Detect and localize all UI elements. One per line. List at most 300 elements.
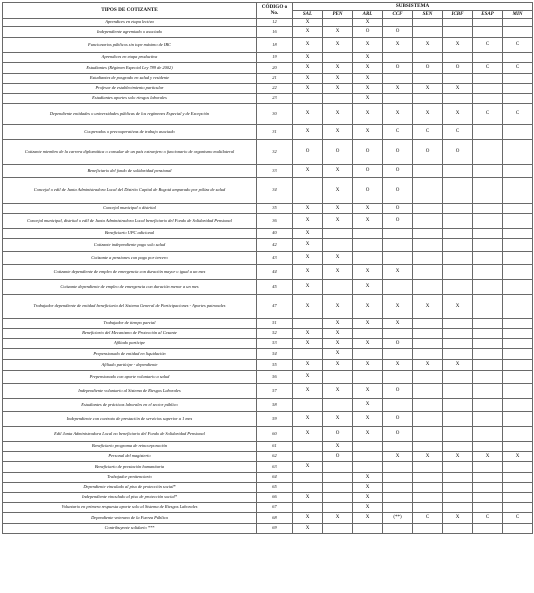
cotizante-type: Edil Junta Administradora Local no beneficiario del Fondo de Solidaridad Pensional	[3, 427, 257, 442]
mark-ccf	[383, 280, 413, 295]
mark-arl: X	[353, 214, 383, 229]
cotizante-type: Afiliado partícipe - dependiente	[3, 360, 257, 371]
mark-arl	[353, 371, 383, 384]
table-row	[3, 524, 533, 534]
cotizante-code: 66	[257, 493, 293, 503]
mark-pen: X	[323, 38, 353, 53]
mark-ccf	[383, 53, 413, 63]
mark-ccf	[383, 229, 413, 239]
mark-arl: X	[353, 38, 383, 53]
mark-pen: X	[323, 84, 353, 94]
mark-min	[503, 412, 533, 427]
mark-ccf: (**)	[383, 513, 413, 524]
mark-esap	[473, 295, 503, 319]
mark-sal: X	[293, 204, 323, 214]
mark-icbf: X	[443, 452, 473, 462]
cotizante-code: 43	[257, 252, 293, 265]
cotizante-code: 69	[257, 524, 293, 534]
mark-arl: X	[353, 360, 383, 371]
cotizante-code: 61	[257, 442, 293, 452]
mark-min	[503, 384, 533, 399]
mark-ccf: X	[383, 360, 413, 371]
table-row	[3, 204, 533, 214]
mark-esap	[473, 178, 503, 204]
mark-ccf	[383, 462, 413, 473]
mark-pen: X	[323, 63, 353, 74]
header-tipos: TIPOS DE COTIZANTE	[3, 3, 257, 19]
table-row	[3, 462, 533, 473]
mark-esap	[473, 214, 503, 229]
mark-ccf: X	[383, 452, 413, 462]
cotizante-code: 34	[257, 178, 293, 204]
mark-esap	[473, 204, 503, 214]
mark-arl	[353, 349, 383, 360]
mark-sal: X	[293, 165, 323, 178]
table-row	[3, 412, 533, 427]
mark-esap	[473, 329, 503, 339]
mark-arl: X	[353, 319, 383, 329]
mark-sal: X	[293, 104, 323, 125]
mark-ccf	[383, 483, 413, 493]
mark-arl: X	[353, 74, 383, 84]
mark-min	[503, 462, 533, 473]
mark-icbf	[443, 427, 473, 442]
mark-icbf	[443, 412, 473, 427]
mark-sal: X	[293, 252, 323, 265]
mark-icbf	[443, 280, 473, 295]
mark-esap	[473, 412, 503, 427]
table-row	[3, 252, 533, 265]
cotizante-type: Independiente vinculado al piso de protección social*	[3, 493, 257, 503]
mark-ccf	[383, 19, 413, 27]
mark-icbf: O	[443, 63, 473, 74]
mark-icbf: C	[443, 125, 473, 140]
table-row	[3, 483, 533, 493]
mark-arl: X	[353, 84, 383, 94]
mark-icbf	[443, 442, 473, 452]
mark-ccf: X	[383, 265, 413, 280]
cotizante-code: 40	[257, 229, 293, 239]
mark-icbf	[443, 399, 473, 412]
mark-icbf	[443, 339, 473, 349]
table-row	[3, 513, 533, 524]
mark-pen	[323, 19, 353, 27]
mark-esap	[473, 473, 503, 483]
header-codigo: CÓDIGO o No.	[257, 3, 293, 19]
mark-pen	[323, 53, 353, 63]
cotizante-type: Cotizante miembro de la carrera diplomática o consular de un país extranjero o funcionario de organismo multilateral	[3, 140, 257, 165]
mark-arl: X	[353, 427, 383, 442]
mark-sal	[293, 319, 323, 329]
mark-ccf: O	[383, 140, 413, 165]
cotizante-type: Estudiantes (Régimen Especial Ley 789 de 2002)	[3, 63, 257, 74]
header-sal: SAL	[293, 11, 323, 19]
mark-icbf	[443, 524, 473, 534]
mark-arl: X	[353, 104, 383, 125]
mark-sen: X	[413, 104, 443, 125]
mark-sen	[413, 239, 443, 252]
mark-min	[503, 27, 533, 38]
table-row	[3, 493, 533, 503]
mark-pen: X	[323, 104, 353, 125]
mark-arl: X	[353, 493, 383, 503]
mark-icbf	[443, 371, 473, 384]
table-row	[3, 473, 533, 483]
mark-icbf	[443, 473, 473, 483]
mark-arl: X	[353, 63, 383, 74]
mark-esap	[473, 165, 503, 178]
mark-esap	[473, 84, 503, 94]
mark-ccf: O	[383, 165, 413, 178]
mark-esap	[473, 229, 503, 239]
cotizante-code: 56	[257, 371, 293, 384]
cotizante-type: Afiliado partícipe	[3, 339, 257, 349]
mark-arl: X	[353, 483, 383, 493]
mark-arl: O	[353, 27, 383, 38]
cotizante-code: 51	[257, 319, 293, 329]
mark-esap	[473, 399, 503, 412]
mark-icbf: X	[443, 295, 473, 319]
mark-ccf	[383, 329, 413, 339]
cotizante-type: Dependiente entidades o universidades públicas de los regímenes Especial y de Excepción	[3, 104, 257, 125]
table-row	[3, 38, 533, 53]
mark-sen: X	[413, 360, 443, 371]
cotizante-code: 30	[257, 104, 293, 125]
mark-esap	[473, 349, 503, 360]
table-row	[3, 53, 533, 63]
mark-min	[503, 493, 533, 503]
table-row	[3, 280, 533, 295]
cotizante-code: 58	[257, 399, 293, 412]
header-sen: SEN	[413, 11, 443, 19]
mark-sen	[413, 74, 443, 84]
cotizante-type: Estudiantes de posgrado en salud y residente	[3, 74, 257, 84]
mark-arl: O	[353, 178, 383, 204]
table-row	[3, 329, 533, 339]
table-row	[3, 503, 533, 513]
cotizante-type: Voluntario en primera respuesta aporte solo al Sistema de Riesgos Laborales	[3, 503, 257, 513]
mark-sal	[293, 399, 323, 412]
mark-min	[503, 339, 533, 349]
cotizante-type: Prepensionado de entidad en liquidación	[3, 349, 257, 360]
mark-sal	[293, 94, 323, 104]
mark-arl	[353, 452, 383, 462]
cotizante-code: 12	[257, 19, 293, 27]
table-row	[3, 104, 533, 125]
mark-sen: C	[413, 125, 443, 140]
mark-esap	[473, 19, 503, 27]
mark-min	[503, 483, 533, 493]
cotizante-type: Estudiantes aportes solo riesgos laborales	[3, 94, 257, 104]
mark-pen: O	[323, 427, 353, 442]
mark-arl: X	[353, 384, 383, 399]
header-min: MIN	[503, 11, 533, 19]
mark-min: C	[503, 38, 533, 53]
mark-arl	[353, 252, 383, 265]
cotizante-code: 23	[257, 94, 293, 104]
mark-pen	[323, 462, 353, 473]
mark-sen	[413, 462, 443, 473]
cotizante-type: Concejal municipal, distrital o edil de Junta Administradora Local beneficiario del Fondo de Solidaridad Pensional	[3, 214, 257, 229]
mark-sen: X	[413, 38, 443, 53]
mark-sal: X	[293, 38, 323, 53]
table-row	[3, 265, 533, 280]
cotizante-code: 22	[257, 84, 293, 94]
mark-ccf: O	[383, 412, 413, 427]
header-ccf: CCF	[383, 11, 413, 19]
mark-esap	[473, 442, 503, 452]
mark-esap	[473, 280, 503, 295]
mark-min	[503, 319, 533, 329]
mark-ccf	[383, 442, 413, 452]
cotizante-type: Independiente con contrato de prestación de servicios superior a 1 mes	[3, 412, 257, 427]
cotizante-type: Cotizante a pensiones con pago por tercero	[3, 252, 257, 265]
mark-sal: X	[293, 384, 323, 399]
mark-ccf: O	[383, 384, 413, 399]
mark-sen: C	[413, 513, 443, 524]
mark-min	[503, 239, 533, 252]
mark-icbf	[443, 252, 473, 265]
cotizante-code: 18	[257, 38, 293, 53]
mark-sen	[413, 503, 443, 513]
mark-ccf	[383, 349, 413, 360]
mark-arl	[353, 229, 383, 239]
mark-sen	[413, 442, 443, 452]
table-row	[3, 349, 533, 360]
mark-ccf: O	[383, 204, 413, 214]
table-header	[3, 3, 533, 19]
table-row	[3, 295, 533, 319]
cotizante-type: Profesor de establecimiento particular	[3, 84, 257, 94]
mark-sen	[413, 384, 443, 399]
mark-pen: X	[323, 204, 353, 214]
mark-ccf: X	[383, 104, 413, 125]
mark-esap: C	[473, 513, 503, 524]
cotizante-code: 55	[257, 360, 293, 371]
mark-icbf	[443, 265, 473, 280]
mark-ccf	[383, 94, 413, 104]
cotizante-code: 65	[257, 483, 293, 493]
mark-min	[503, 165, 533, 178]
mark-min	[503, 229, 533, 239]
mark-ccf: O	[383, 214, 413, 229]
header-esap: ESAP	[473, 11, 503, 19]
mark-icbf	[443, 229, 473, 239]
mark-pen	[323, 483, 353, 493]
cotizante-code: 52	[257, 329, 293, 339]
cotizante-code: 54	[257, 349, 293, 360]
mark-pen	[323, 94, 353, 104]
mark-ccf	[383, 493, 413, 503]
mark-esap: X	[473, 452, 503, 462]
cotizante-code: 42	[257, 239, 293, 252]
mark-icbf	[443, 178, 473, 204]
table-row	[3, 94, 533, 104]
mark-sen: O	[413, 140, 443, 165]
cotizante-type: Prepensionado con aporte voluntario a salud	[3, 371, 257, 384]
mark-sen	[413, 483, 443, 493]
mark-sal: X	[293, 27, 323, 38]
mark-ccf	[383, 371, 413, 384]
mark-sen	[413, 229, 443, 239]
mark-min: C	[503, 63, 533, 74]
mark-sen	[413, 329, 443, 339]
mark-arl	[353, 524, 383, 534]
mark-sal: X	[293, 329, 323, 339]
mark-ccf: O	[383, 427, 413, 442]
header-subsistema: SUBSISTEMA	[293, 3, 533, 11]
mark-pen: X	[323, 27, 353, 38]
mark-arl: X	[353, 473, 383, 483]
mark-min	[503, 473, 533, 483]
cotizante-code: 59	[257, 412, 293, 427]
mark-pen: X	[323, 412, 353, 427]
cotizante-code: 67	[257, 503, 293, 513]
mark-sal	[293, 483, 323, 493]
mark-sal	[293, 349, 323, 360]
table-row	[3, 27, 533, 38]
mark-icbf	[443, 214, 473, 229]
mark-arl: X	[353, 412, 383, 427]
mark-esap	[473, 503, 503, 513]
mark-arl: X	[353, 265, 383, 280]
mark-esap: C	[473, 38, 503, 53]
mark-sen	[413, 178, 443, 204]
mark-arl: X	[353, 399, 383, 412]
mark-min	[503, 74, 533, 84]
mark-icbf	[443, 349, 473, 360]
mark-sal: X	[293, 214, 323, 229]
mark-pen: X	[323, 265, 353, 280]
mark-icbf: X	[443, 360, 473, 371]
cotizante-code: 20	[257, 63, 293, 74]
mark-ccf: O	[383, 27, 413, 38]
mark-esap	[473, 125, 503, 140]
mark-esap	[473, 384, 503, 399]
cotizante-type: Dependiente veterano de la Fuerza Pública	[3, 513, 257, 524]
cotizante-code: 64	[257, 473, 293, 483]
mark-sal: X	[293, 524, 323, 534]
cotizante-type: Beneficiario del Mecanismo de Protección al Cesante	[3, 329, 257, 339]
table-row	[3, 74, 533, 84]
mark-min	[503, 265, 533, 280]
mark-icbf	[443, 384, 473, 399]
mark-sal	[293, 452, 323, 462]
mark-esap	[473, 27, 503, 38]
mark-icbf	[443, 319, 473, 329]
mark-sal: X	[293, 513, 323, 524]
cotizante-type: Beneficiario UPC adicional	[3, 229, 257, 239]
mark-esap	[473, 483, 503, 493]
mark-min	[503, 503, 533, 513]
header-arl: ARL	[353, 11, 383, 19]
cotizante-type: Concejal o edil de Junta Administradora Local del Distrito Capital de Bogotá amparado por póliza de salud	[3, 178, 257, 204]
table-row	[3, 442, 533, 452]
mark-sal	[293, 178, 323, 204]
mark-sal: X	[293, 84, 323, 94]
mark-esap	[473, 524, 503, 534]
mark-esap: C	[473, 104, 503, 125]
table-row	[3, 371, 533, 384]
mark-sal: X	[293, 239, 323, 252]
cotizante-code: 44	[257, 265, 293, 280]
mark-arl: X	[353, 513, 383, 524]
table-row	[3, 384, 533, 399]
cotizante-type: Concejal municipal o distrital	[3, 204, 257, 214]
mark-sen	[413, 19, 443, 27]
mark-sen	[413, 473, 443, 483]
mark-sen	[413, 349, 443, 360]
mark-sen	[413, 27, 443, 38]
table-row	[3, 319, 533, 329]
cotizante-code: 63	[257, 462, 293, 473]
mark-min	[503, 329, 533, 339]
mark-pen: X	[323, 74, 353, 84]
mark-sal: X	[293, 125, 323, 140]
mark-sal: X	[293, 265, 323, 280]
mark-min	[503, 399, 533, 412]
cotizante-type: Cotizante independiente pago solo salud	[3, 239, 257, 252]
cotizante-code: 47	[257, 295, 293, 319]
mark-sen: X	[413, 84, 443, 94]
mark-sal: X	[293, 295, 323, 319]
mark-arl: X	[353, 295, 383, 319]
mark-pen	[323, 493, 353, 503]
cotizante-code: 60	[257, 427, 293, 442]
cotizante-code: 33	[257, 165, 293, 178]
mark-pen: X	[323, 349, 353, 360]
mark-icbf	[443, 329, 473, 339]
mark-pen	[323, 524, 353, 534]
mark-sen: X	[413, 295, 443, 319]
mark-ccf: O	[383, 339, 413, 349]
cotizante-code: 36	[257, 214, 293, 229]
mark-icbf	[443, 74, 473, 84]
mark-ccf: O	[383, 63, 413, 74]
mark-sal: X	[293, 427, 323, 442]
mark-pen: X	[323, 384, 353, 399]
mark-pen: X	[323, 252, 353, 265]
mark-sen	[413, 339, 443, 349]
mark-sen	[413, 399, 443, 412]
mark-sal: X	[293, 412, 323, 427]
cotizante-code: 21	[257, 74, 293, 84]
mark-sen	[413, 53, 443, 63]
mark-ccf	[383, 524, 413, 534]
cotizante-type: Trabajador de tiempo parcial	[3, 319, 257, 329]
mark-icbf	[443, 462, 473, 473]
mark-min	[503, 295, 533, 319]
cotizante-code: 19	[257, 53, 293, 63]
mark-esap	[473, 140, 503, 165]
mark-esap	[473, 252, 503, 265]
mark-sen	[413, 94, 443, 104]
mark-min	[503, 371, 533, 384]
mark-icbf	[443, 94, 473, 104]
cotizante-code: 57	[257, 384, 293, 399]
mark-pen: O	[323, 140, 353, 165]
mark-esap	[473, 239, 503, 252]
mark-sen	[413, 265, 443, 280]
mark-pen	[323, 229, 353, 239]
cotizante-code: 68	[257, 513, 293, 524]
mark-sal	[293, 503, 323, 513]
mark-sen	[413, 524, 443, 534]
mark-sen: O	[413, 63, 443, 74]
mark-sal	[293, 442, 323, 452]
mark-icbf: O	[443, 140, 473, 165]
mark-arl: X	[353, 280, 383, 295]
